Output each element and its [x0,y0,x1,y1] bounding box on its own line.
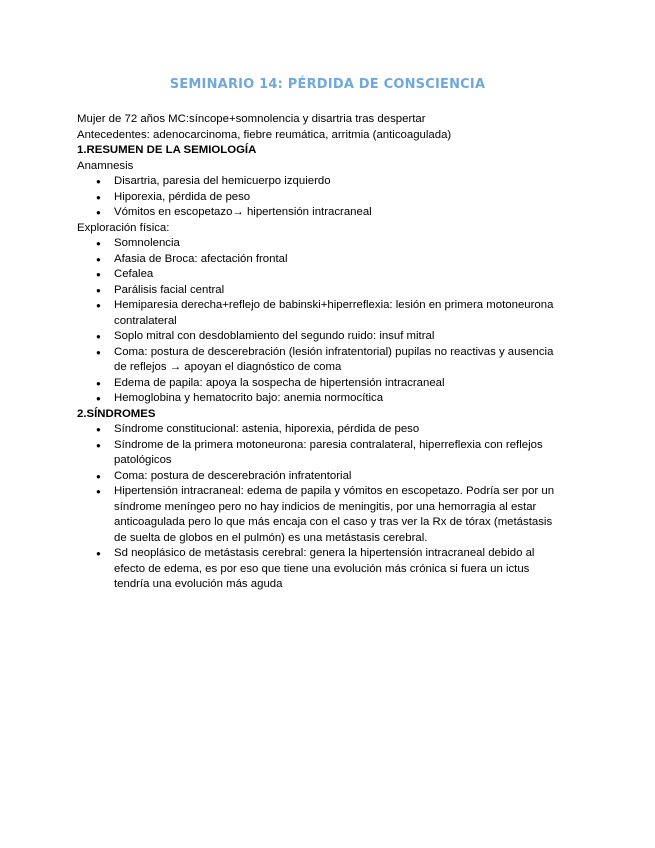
list-item [77,376,577,392]
list-item-text: contralateral [114,314,177,327]
list-item [77,174,577,190]
exploracion-list [77,236,577,407]
list-item-text: síndrome meníngeo pero no hay indicios de meningitis, por una hemorragia al estar [114,500,537,513]
bullet-icon: ● [96,471,101,481]
list-item-text: efecto de edema, es por eso que tiene una evolución más crónica si fuera un ictus [114,562,530,575]
list-item [77,267,577,283]
list-item-text: Soplo mitral con desdoblamiento del segundo ruido: insuf mitral [114,330,435,342]
bullet-icon: ● [96,487,101,496]
list-item [77,190,577,206]
bullet-icon: ● [96,425,101,434]
bullet-icon: ● [96,270,101,279]
bullet-icon: ● [96,208,101,217]
list-item-text: tendría una evolución más aguda [114,578,283,590]
bullet-icon: ● [96,239,101,248]
list-item-text: Edema de papila: apoya la sospecha de hipertensión intracraneal [114,376,445,389]
list-item-text: Hemoglobina y hematocrito bajo: anemia normocítica [114,392,384,404]
list-item-text: Hipertensión intracraneal: edema de papila y vómitos en escopetazo. Podría ser por un [114,485,555,497]
bullet-icon: ● [96,332,101,341]
list-item-text: Hiporexia, pérdida de peso [114,190,251,203]
list-item-text: Afasia de Broca: afectación frontal [114,252,288,265]
list-item-text: anticoagulada pero lo que más encaja con el caso y tras ver la Rx de tórax (metástasis [114,516,553,528]
bullet-icon: ● [96,440,101,450]
list-item-text: Cefalea [114,268,154,280]
list-item-text: Sd neoplásico de metástasis cerebral: genera la hipertensión intracraneal debido al [114,547,535,559]
bullet-icon: ● [96,192,101,202]
list-item-text: patológicos [114,454,172,466]
list-item-text: de reflejos → apoyan el diagnóstico de coma [114,361,342,373]
list-item [77,329,577,345]
list-item [77,391,577,407]
list-item-text: Síndrome constitucional: astenia, hiporexia, pérdida de peso [114,423,420,435]
bullet-icon: ● [96,394,101,403]
list-item-text: de suelta de globos en el pulmón) es una metástasis cerebral. [114,531,428,544]
list-item-text: Hemiparesia derecha+reflejo de babinski+hiperreflexia: lesión en primera motoneurona [114,299,554,311]
intro-line: Antecedentes: adenocarcinoma, fiebre reumática, arritmia (anticoagulada) [77,128,452,141]
list-item-text: Vómitos en escopetazo→ hipertensión intracraneal [114,206,372,218]
anamnesis-list [77,174,577,221]
bullet-icon: ● [96,549,101,558]
list-item [77,252,577,268]
sindromes-list [77,422,577,593]
bullet-icon: ● [96,301,101,310]
bullet-icon: ● [96,254,101,264]
list-item [77,546,577,593]
list-item [77,236,577,252]
bullet-icon: ● [96,347,101,357]
section-heading: 1.RESUMEN DE LA SEMIOLOGÍA [77,144,257,156]
list-item-text: Somnolencia [114,237,180,249]
list-item-text: Síndrome de la primera motoneurona: paresia contralateral, hiperreflexia con reflejos [114,438,543,451]
list-item-text: Coma: postura de descerebración (lesión infratentorial) pupilas no reactivas y ausencia [114,345,554,358]
list-item-text: Disartria, paresia del hemicuerpo izquierdo [114,175,331,187]
list-item [77,469,577,485]
list-item [77,422,577,438]
list-item [77,438,577,469]
list-item [77,205,577,221]
document-body [77,112,577,593]
subsection-label: Anamnesis [77,159,134,172]
list-item [77,345,577,376]
document-title: SEMINARIO 14: PÉRDIDA DE CONSCIENCIA [169,77,486,92]
list-item-text: Coma: postura de descerebración infratentorial [114,469,352,482]
bullet-icon: ● [96,285,101,295]
list-item [77,298,577,329]
section-heading: 2.SÍNDROMES [77,407,156,420]
list-item-text: Parálisis facial central [114,283,225,296]
list-item [77,283,577,299]
bullet-icon: ● [96,177,101,186]
subsection-label: Exploración física: [77,221,170,234]
bullet-icon: ● [96,378,101,388]
list-item [77,484,577,546]
intro-line: Mujer de 72 años MC:síncope+somnolencia y disartria tras despertar [77,113,426,125]
